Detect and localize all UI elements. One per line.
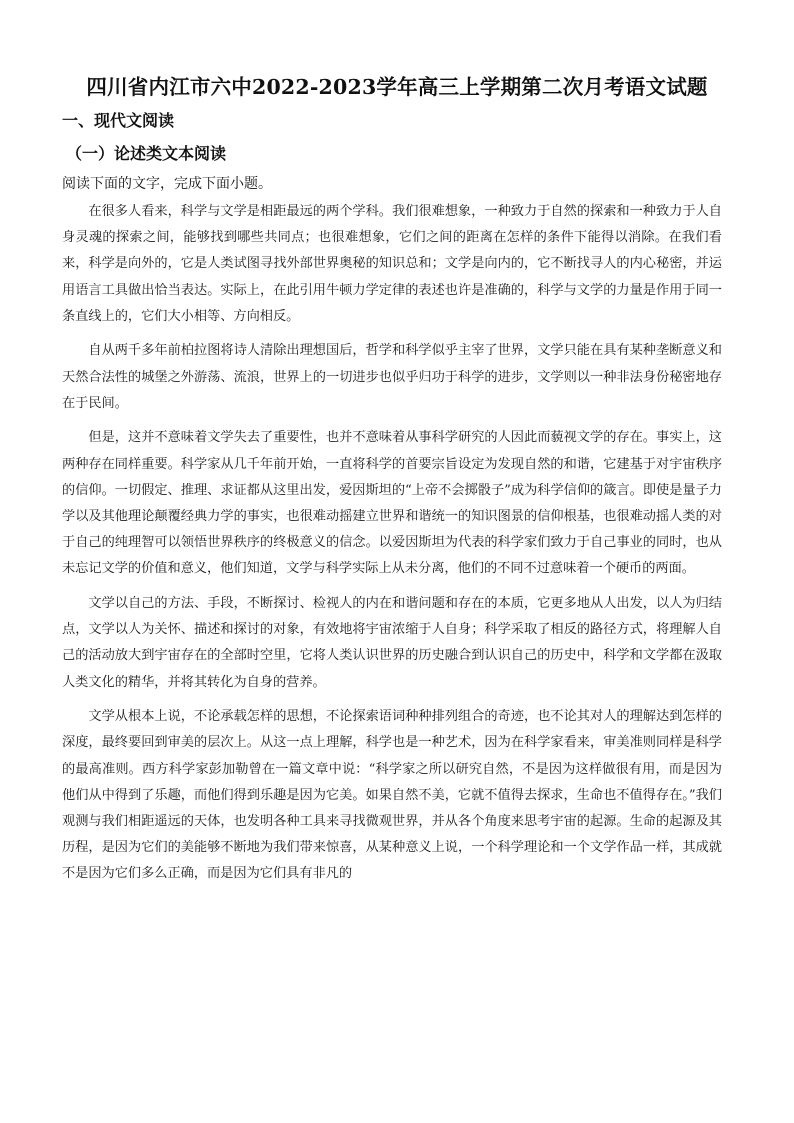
section-heading: 一、现代文阅读 xyxy=(62,111,175,130)
passage-body xyxy=(62,199,722,896)
reading-instruction: 阅读下面的文字，完成下面小题。 xyxy=(62,176,272,192)
subsection-heading: （一）论述类文本阅读 xyxy=(66,144,227,163)
paragraph-4: 文学以自己的方法、手段，不断探讨、检视人的内在和谐问题和存在的本质，它更多地从人出发，以人为归结点，文学以人为关怀、描述和探讨的对象，有效地将宇宙浓缩于人自身；科学采取了相反的路径方式，将理解人自己的活动放大到宇宙存在的全部时空里，它将人类认识世界的历史融合到认识自己的历史中，科学和文学都在汲取人类文化的精华，并将其转化为自身的营养。 xyxy=(62,596,722,690)
paragraph-3: 但是，这并不意味着文学失去了重要性，也并不意味着从事科学研究的人因此而藐视文学的存在。事实上，这两种存在同样重要。科学家从几千年前开始，一直将科学的首要宗旨设定为发现自然的和谐，它建基于对宇宙秩序的信仰。一切假定、推理、求证都从这里出发，爱因斯坦的“上帝不会掷骰子”成为科学信仰的箴言。即使是量子力学以及其他理论颠覆经典力学的事实，也很难动摇建立世界和谐统一的知识图景的信仰根基，也很难动摇人类的对于自己的纯理智可以领悟世界秩序的终极意义的信念。以爱因斯坦为代表的科学家们致力于自己事业的同时，也从未忘记文学的价值和意义，他们知道，文学与科学实际上从未分离，他们的不同不过意味着一个硬币的两面。 xyxy=(62,430,722,577)
paragraph-2: 自从两千多年前柏拉图将诗人清除出理想国后，哲学和科学似乎主宰了世界，文学只能在具有某种垄断意义和天然合法性的城堡之外游荡、流浪，世界上的一切进步也似乎归功于科学的进步，文学则以一种非法身份秘密地存在于民间。 xyxy=(62,343,722,411)
paragraph-5: 文学从根本上说，不论承载怎样的思想，不论探索语词种种排列组合的奇迹，也不论其对人的理解达到怎样的深度，最终要回到审美的层次上。从这一点上理解，科学也是一种艺术，因为在科学家看来，审美准则同样是科学的最高准则。西方科学家彭加勒曾在一篇文章中说：“科学家之所以研究自然，不是因为这样做很有用，而是因为他们从中得到了乐趣，而他们得到乐趣是因为它美。如果自然不美，它就不值得去探求，生命也不值得存在。”我们观测与我们相距遥远的天体，也发明各种工具来寻找微观世界，并从各个角度来思考宇宙的起源。生命的起源及其历程，是因为它们的美能够不断地为我们带来惊喜，从某种意义上说，一个科学理论和一个文学作品一样，其成就不是因为它们多么正确，而是因为它们具有非凡的 xyxy=(62,709,722,882)
document-title: 四川省内江市六中2022-2023学年高三上学期第二次月考语文试题 xyxy=(86,75,708,99)
paragraph-1: 在很多人看来，科学与文学是相距最远的两个学科。我们很难想象，一种致力于自然的探索和一种致力于人自身灵魂的探索之间，能够找到哪些共同点；也很难想象，它们之间的距离在怎样的条件下能得以消除。在我们看来，科学是向外的，它是人类试图寻找外部世界奥秘的知识总和；文学是向内的，它不断找寻人的内心秘密，并运用语言工具做出恰当表达。实际上，在此引用牛顿力学定律的表述也许是准确的，科学与文学的力量是作用于同一条直线上的，它们大小相等、方向相反。 xyxy=(62,204,722,324)
